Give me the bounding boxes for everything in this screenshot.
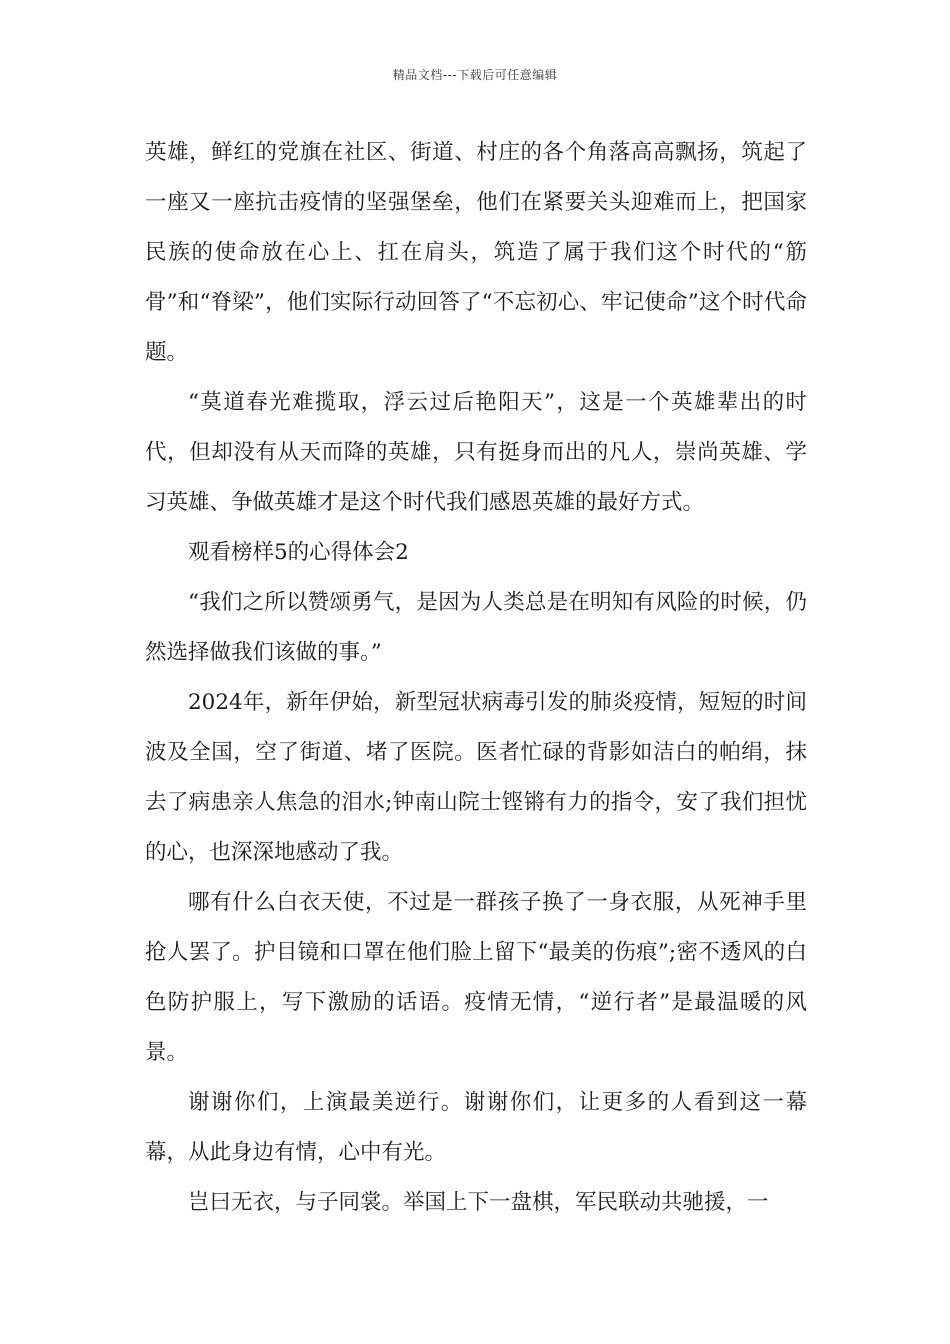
section-heading: 观看榜样5的心得体会2: [188, 540, 409, 565]
paragraph-thanks: 谢谢你们，上演最美逆行。谢谢你们，让更多的人看到这一幕幕，从此身边有情，心中有光。: [145, 1090, 807, 1165]
paragraph-together: 岂曰无衣，与子同裳。举国上下一盘棋，军民联动共驰援，一: [188, 1190, 769, 1215]
document-body: [145, 128, 807, 1228]
page-header: 精品文档---下载后可任意编辑: [392, 68, 558, 82]
paragraph-angels: 哪有什么白衣天使，不过是一群孩子换了一身衣服，从死神手里抢人罢了。护目镜和口罩在他们脸上留下“最美的伤痕”;密不透风的白色防护服上，写下激励的话语。疫情无情，“逆行者”是最温暖的风景。: [145, 890, 807, 1065]
paragraph-epidemic: 2024年，新年伊始，新型冠状病毒引发的肺炎疫情，短短的时间波及全国，空了街道、堵了医院。医者忙碌的背影如洁白的帕绢，抹去了病患亲人焦急的泪水;钟南山院士铿锵有力的指令，安了我们担忧的心，也深深地感动了我。: [145, 690, 807, 865]
paragraph-quote-courage: “我们之所以赞颂勇气，是因为人类总是在明知有风险的时候，仍然选择做我们该做的事。”: [145, 590, 807, 665]
paragraph-continuation: 英雄，鲜红的党旗在社区、街道、村庄的各个角落高高飘扬，筑起了一座又一座抗击疫情的坚强堡垒，他们在紧要关头迎难而上，把国家民族的使命放在心上、扛在肩头，筑造了属于我们这个时代的“筋骨”和“脊梁”，他们实际行动回答了“不忘初心、牢记使命”这个时代命题。: [145, 140, 807, 365]
paragraph-quote-spring: “莫道春光难揽取，浮云过后艳阳天”，这是一个英雄辈出的时代，但却没有从天而降的英雄，只有挺身而出的凡人，崇尚英雄、学习英雄、争做英雄才是这个时代我们感恩英雄的最好方式。: [145, 390, 807, 515]
